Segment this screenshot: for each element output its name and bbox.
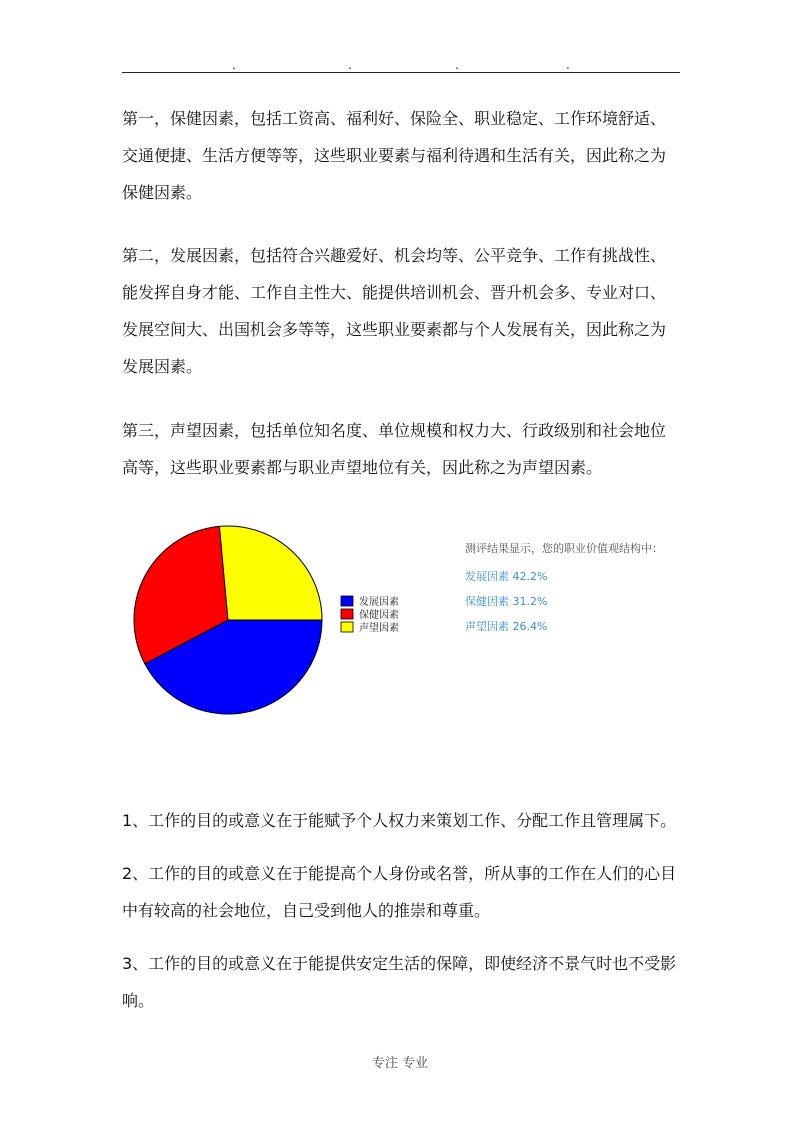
legend-label-1: 发展因素 xyxy=(359,597,399,608)
header-dot: . xyxy=(232,58,236,72)
result-line-prestige: 声望因素 26.4% xyxy=(465,620,548,633)
paragraph-prestige-factor: 第三，声望因素，包括单位知名度、单位规模和权力大、行政级别和社会地位高等，这些职业要素都与职业声望地位有关，因此称之为声望因素。 xyxy=(122,421,667,477)
paragraph-item-1: 1、工作的目的或意义在于能赋予个人权力来策划工作、分配工作且管理属下。 xyxy=(122,811,677,830)
footer-text: 专注 专业 xyxy=(371,1056,429,1071)
pie-slice-1 xyxy=(145,620,322,714)
legend-label-2: 保健因素 xyxy=(359,610,399,621)
legend-label-3: 声望因素 xyxy=(359,623,399,634)
result-title: 测评结果显示，您的职业价值观结构中： xyxy=(465,542,663,555)
pie-slice-2 xyxy=(134,526,228,663)
result-summary xyxy=(465,540,705,639)
legend-swatch-1 xyxy=(341,596,353,606)
header-rule xyxy=(122,72,680,73)
paragraph-item-3: 3、工作的目的或意义在于能提供安定生活的保障，即使经济不景气时也不受影响。 xyxy=(122,954,677,1010)
pie-slice-3 xyxy=(219,526,322,620)
legend-swatch-3 xyxy=(341,622,353,632)
result-line-health: 保健因素 31.2% xyxy=(465,595,548,608)
result-line-development: 发展因素 42.2% xyxy=(465,570,548,583)
header-dot: . xyxy=(566,58,570,72)
paragraph-item-2: 2、工作的目的或意义在于能提高个人身份或名誉，所从事的工作在人们的心目中有较高的社会地位，自己受到他人的推崇和尊重。 xyxy=(122,864,677,920)
paragraph-development-factor: 第二，发展因素，包括符合兴趣爱好、机会均等、公平竞争、工作有挑战性、能发挥自身才能、工作自主性大、能提供培训机会、晋升机会多、专业对口、发展空间大、出国机会多等等，这些职业要素都与个人发展有关，因此称之为发展因素。 xyxy=(122,246,667,376)
header-dot: . xyxy=(348,58,352,72)
header-dot: . xyxy=(455,58,459,72)
paragraph-health-factor: 第一，保健因素，包括工资高、福利好、保险全、职业稳定、工作环境舒适、交通便捷、生活方便等等，这些职业要素与福利待遇和生活有关，因此称之为保健因素。 xyxy=(122,109,667,202)
legend-swatch-2 xyxy=(341,609,353,619)
